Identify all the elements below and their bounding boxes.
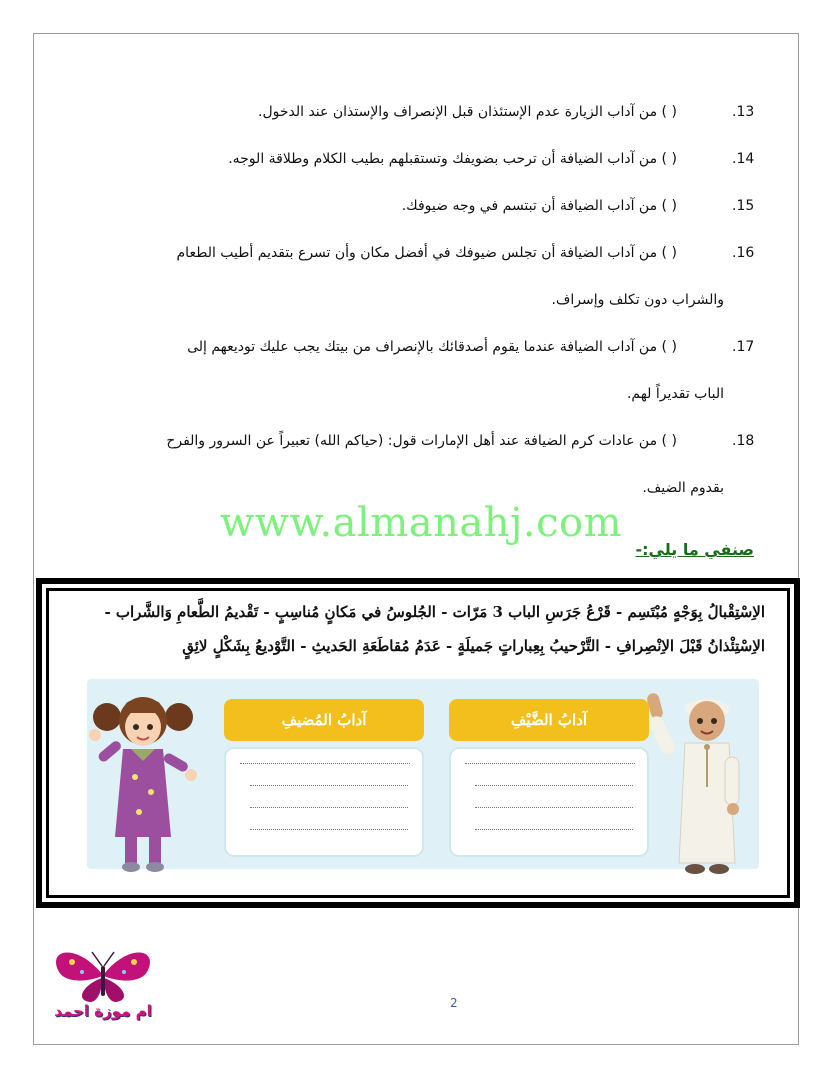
answer-blank[interactable]: ( ) [661,151,677,167]
host-answer-box[interactable] [224,747,424,857]
question-18-continuation: بقدوم الضيف. [642,480,724,496]
question-text: من عادات كرم الضيافة عند أهل الإمارات قول: (حياكم الله) تعبيراً عن السرور والفرح [166,433,658,449]
question-number: .16 [732,245,755,261]
logo-text: ام موزة احمد [54,1002,152,1020]
question-14 [70,149,754,169]
section-title: صنفي ما يلي:- [635,540,754,559]
question-text: من آداب الضيافة أن تبتسم في وجه ضيوفك. [401,198,658,214]
exercise-content [49,591,787,895]
boy-illustration [645,687,757,879]
answer-line[interactable] [250,807,408,808]
question-number: .17 [732,339,755,355]
question-17 [70,337,754,357]
guest-header: آدابُ الضَّيْفِ [449,699,649,741]
question-16 [70,243,754,263]
question-16-continuation: والشراب دون تكلف وإسراف. [551,292,724,308]
phrases-line-2: الاِسْتِئْذانُ قَبْلَ الاِنْصِرافِ - التَّرْحيبُ بِعِباراتٍ جَميلَةٍ - عَدَمُ مُقاطَعَةِ الحَديثِ - التَّوْديعُ بِشَكْلٍ لائِقٍ [182,637,765,655]
answer-blank[interactable]: ( ) [661,339,677,355]
answer-line[interactable] [465,763,635,764]
host-column [224,699,424,859]
question-text: من آداب الضيافة أن تجلس ضيوفك في أفضل مكان وأن تسرع بتقديم أطيب الطعام [176,245,658,261]
answer-blank[interactable]: ( ) [661,245,677,261]
classification-exercise [36,578,800,908]
answer-line[interactable] [240,763,410,764]
answer-line[interactable] [250,785,408,786]
question-13 [70,102,754,122]
author-logo [38,944,168,1024]
answer-blank[interactable]: ( ) [661,433,677,449]
question-number: .15 [732,198,755,214]
answer-line[interactable] [475,807,633,808]
answer-line[interactable] [475,829,633,830]
question-text: من آداب الزيارة عدم الإستئذان قبل الإنصراف والإستذان عند الدخول. [258,104,658,120]
guest-answer-box[interactable] [449,747,649,857]
page-number: 2 [450,996,458,1010]
question-18 [70,431,754,451]
question-text: من آداب الضيافة عندما يقوم أصدقائك بالإنصراف من بيتك يجب عليك توديعهم إلى [187,339,658,355]
question-number: .14 [732,151,755,167]
answer-line[interactable] [250,829,408,830]
phrases-line-1: الاِسْتِقْبالُ بِوَجْهٍ مُبْتَسِم - قَرْعُ جَرَسِ الباب 3 مَرّات - الجُلوسُ في مَكانٍ مُناسِبٍ - تَقْديمُ الطَّعامِ وَالشَّراب - [104,603,765,621]
question-number: .13 [732,104,755,120]
guest-column [449,699,649,859]
question-text: من آداب الضيافة أن ترحب بضويفك وتستقبلهم بطيب الكلام وطلاقة الوجه. [228,151,658,167]
watermark[interactable]: www.almanahj.com [220,500,623,546]
question-17-continuation: الباب تقديراً لهم. [626,386,724,402]
girl-illustration [87,687,199,877]
butterfly-icon [38,944,168,1004]
answer-blank[interactable]: ( ) [661,198,677,214]
question-15 [70,196,754,216]
answer-blank[interactable]: ( ) [661,104,677,120]
question-number: .18 [732,433,755,449]
host-header: آدابُ المُضيفِ [224,699,424,741]
answer-line[interactable] [475,785,633,786]
